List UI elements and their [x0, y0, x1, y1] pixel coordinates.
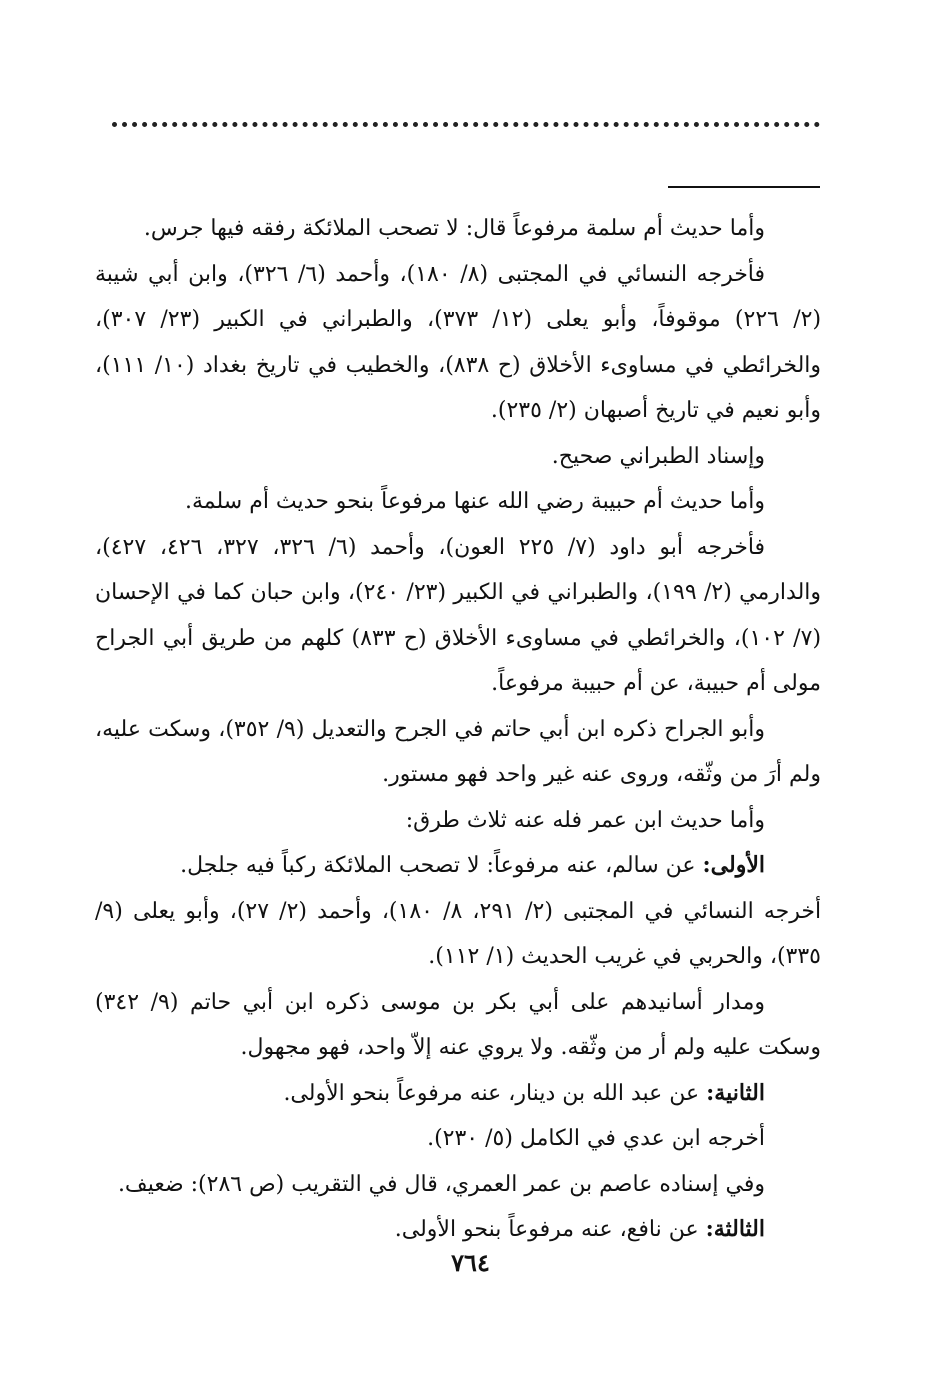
paragraph-lead: الثالثة: [705, 1216, 765, 1242]
paragraph-12 [95, 1116, 821, 1162]
footnote-body [95, 206, 821, 1253]
paragraph-lead: الثانية: [706, 1079, 765, 1106]
paragraph-13 [95, 1162, 821, 1208]
paragraph-text: عن عبد الله بن دينار، عنه مرفوعاً بنحو الأولى. [283, 1080, 707, 1106]
paragraph-text: ومدار أسانيدهم على أبي بكر بن موسى ذكره ابن أبي حاتم (٩/ ٣٤٢) وسكت عليه ولم أر من وثّقه. ولا يروي عنه إلاّ واحد، فهو مجهول. [95, 989, 821, 1060]
paragraph-10 [95, 980, 821, 1071]
paragraph-2 [95, 252, 821, 434]
paragraph-3 [95, 434, 821, 480]
paragraph-text: أخرجه النسائي في المجتبى (٢/ ٢٩١، ٨/ ١٨٠)، وأحمد (٢/ ٢٧)، وأبو يعلى (٩/ ٣٣٥)، والحربي في غريب الحديث (١/ ١١٢). [95, 898, 822, 969]
page-number: ٧٦٤ [451, 1248, 490, 1277]
footnote-rule [668, 186, 820, 188]
paragraph-5 [95, 525, 821, 707]
paragraph-text: فأخرجه أبو داود (٧/ ٢٢٥ العون)، وأحمد (٦/ ٣٢٦، ٣٢٧، ٤٢٦، ٤٢٧)، والدارمي (٢/ ١٩٩)، والطبراني في الكبير (٢٣/ ٢٤٠)، وابن حبان كما في الإحسان (٧/ ١٠٢)، والخرائطي في مساوىء الأخلاق (ح ٨٣٣) كلهم من طريق أبي الجراح مولى أم حبيبة، عن أم حبيبة مرفوعاً. [95, 534, 822, 696]
paragraph-text: فأخرجه النسائي في المجتبى (٨/ ١٨٠)، وأحمد (٦/ ٣٢٦)، وابن أبي شيبة (٢/ ٢٢٦) موقوفاً، وأبو يعلى (١٢/ ٣٧٣)، والطبراني في الكبير (٢٣/ ٣٠٧)، والخرائطي في مساوىء الأخلاق (ح ٨٣٨)، والخطيب في تاريخ بغداد (١٠/ ١١١)، وأبو نعيم في تاريخ أصبهان (٢/ ٢٣٥). [95, 261, 822, 423]
dotted-separator [112, 122, 820, 137]
paragraph-1 [95, 206, 821, 252]
paragraph-text: عن نافع، عنه مرفوعاً بنحو الأولى. [394, 1217, 706, 1242]
paragraph-8 [95, 843, 821, 889]
paragraph-14 [95, 1207, 821, 1253]
paragraph-9 [95, 889, 821, 980]
paragraph-text: أخرجه ابن عدي في الكامل (٥/ ٢٣٠). [427, 1126, 765, 1151]
paragraph-11 [95, 1071, 821, 1117]
paragraph-text: وأما حديث أم حبيبة رضي الله عنها مرفوعاً بنحو حديث أم سلمة. [184, 489, 765, 514]
paragraph-text: وإسناد الطبراني صحيح. [551, 443, 765, 469]
paragraph-lead: الأولى: [702, 852, 765, 878]
paragraph-7 [95, 798, 821, 844]
paragraph-6 [95, 707, 821, 798]
paragraph-text: وفي إسناده عاصم بن عمر العمري، قال في التقريب (ص ٢٨٦): ضعيف. [117, 1171, 765, 1197]
paragraph-text: وأما حديث ابن عمر فله عنه ثلاث طرق: [405, 807, 765, 833]
paragraph-text: عن سالم، عنه مرفوعاً: لا تصحب الملائكة ركباً فيه جلجل. [180, 853, 703, 878]
paragraph-text: وأما حديث أم سلمة مرفوعاً قال: لا تصحب الملائكة رفقه فيها جرس. [143, 216, 765, 241]
paragraph-4 [95, 479, 821, 525]
paragraph-text: وأبو الجراح ذكره ابن أبي حاتم في الجرح والتعديل (٩/ ٣٥٢)، وسكت عليه، ولم أرَ من وثّقه، وروى عنه غير واحد فهو مستور. [95, 716, 821, 787]
